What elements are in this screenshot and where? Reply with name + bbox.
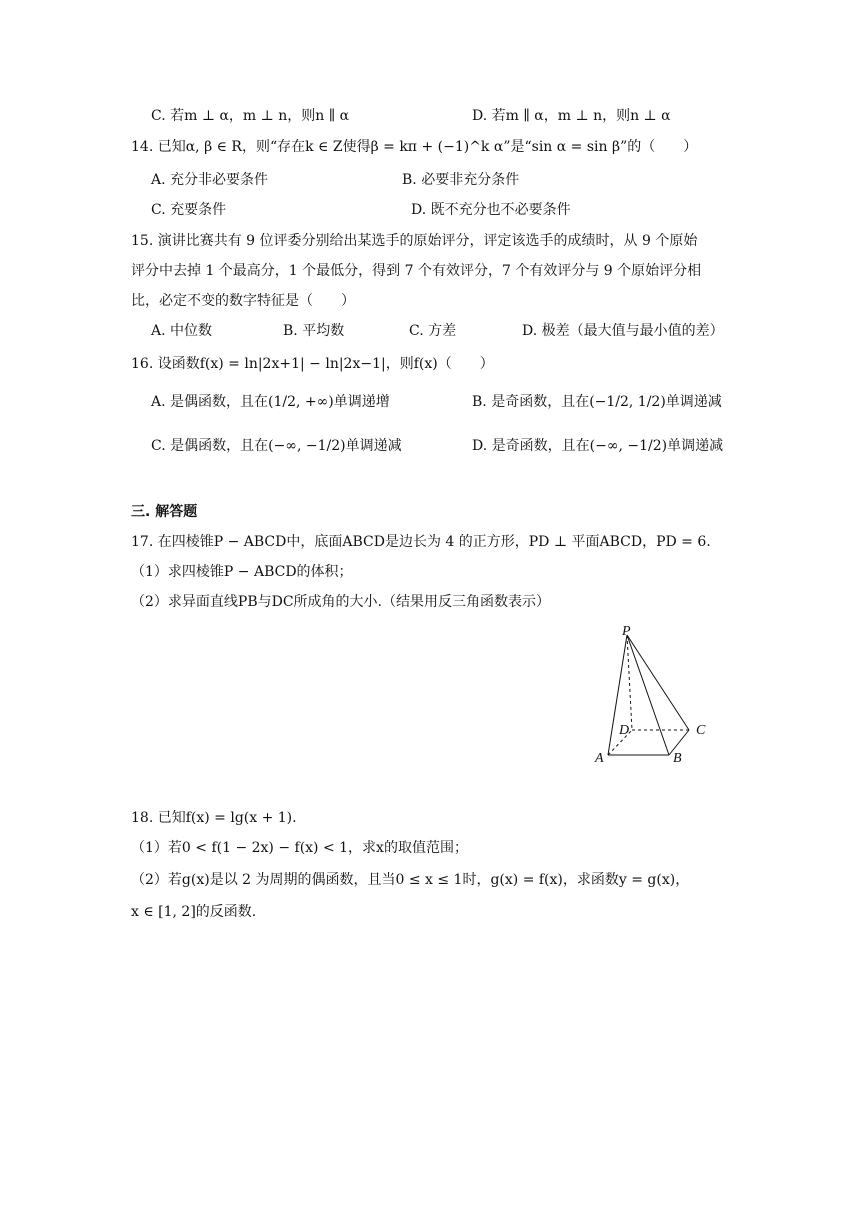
vertex-label-d: D bbox=[619, 723, 630, 738]
vertex-label-a: A bbox=[595, 751, 604, 766]
vertex-label-p: P bbox=[622, 624, 631, 639]
edge-pb bbox=[627, 635, 669, 755]
q17-part-1: （1）求四棱锥P − ABCD的体积； bbox=[131, 564, 353, 580]
q16-stem: 16. 设函数f(x) = ln|2x+1| − ln|2x−1|，则f(x)（ ） bbox=[131, 356, 494, 372]
q15-option-b: B. 平均数 bbox=[283, 323, 345, 339]
q15-option-c: C. 方差 bbox=[409, 323, 457, 339]
edge-pc bbox=[627, 635, 689, 730]
q14-stem: 14. 已知α, β ∈ R，则“存在k ∈ Z使得β = kπ + (−1)^k α”是“sin α = sin β”的（ ） bbox=[131, 139, 698, 155]
q14-option-a: A. 充分非必要条件 bbox=[151, 172, 269, 188]
q13-option-d: D. 若m ∥ α，m ⊥ n，则n ⊥ α bbox=[472, 108, 671, 124]
q13-option-c: C. 若m ⊥ α，m ⊥ n，则n ∥ α bbox=[151, 108, 350, 124]
q18-part-2-line-2: x ∈ [1, 2]的反函数. bbox=[131, 904, 257, 920]
q16-option-a: A. 是偶函数，且在(1/2, +∞)单调递增 bbox=[151, 394, 390, 410]
q18-part-1: （1）若0 < f(1 − 2x) − f(x) < 1，求x的取值范围； bbox=[131, 840, 468, 856]
q15-option-a: A. 中位数 bbox=[151, 323, 213, 339]
q16-option-b: B. 是奇函数，且在(−1/2, 1/2)单调递减 bbox=[472, 394, 722, 410]
q15-stem-line-1: 15. 演讲比赛共有 9 位评委分别给出某选手的原始评分，评定该选手的成绩时，从 9 个原始 bbox=[131, 233, 698, 249]
q17-part-2: （2）求异面直线PB与DC所成角的大小.（结果用反三角函数表示） bbox=[131, 594, 551, 610]
q17-stem: 17. 在四棱锥P − ABCD中，底面ABCD是边长为 4 的正方形，PD ⊥ 平面ABCD，PD = 6. bbox=[131, 534, 711, 550]
q16-option-c: C. 是偶函数，且在(−∞, −1/2)单调递减 bbox=[151, 438, 402, 454]
q15-stem-line-3: 比，必定不变的数字特征是（ ） bbox=[131, 293, 355, 309]
q14-option-b: B. 必要非充分条件 bbox=[402, 172, 520, 188]
q14-option-d: D. 既不充分也不必要条件 bbox=[411, 202, 571, 218]
q18-part-2-line-1: （2）若g(x)是以 2 为周期的偶函数，且当0 ≤ x ≤ 1时，g(x) = f(x)，求函数y = g(x)， bbox=[131, 872, 690, 888]
vertex-label-c: C bbox=[696, 723, 706, 738]
q15-stem-line-2: 评分中去掉 1 个最高分，1 个最低分，得到 7 个有效评分，7 个有效评分与 9 个原始评分相 bbox=[131, 263, 702, 279]
q16-option-d: D. 是奇函数，且在(−∞, −1/2)单调递减 bbox=[472, 438, 724, 454]
pyramid-figure bbox=[585, 620, 720, 768]
section-title: 三. 解答题 bbox=[131, 504, 198, 520]
vertex-label-b: B bbox=[673, 751, 682, 766]
q18-stem: 18. 已知f(x) = lg(x + 1). bbox=[131, 810, 297, 826]
q15-option-d: D. 极差（最大值与最小值的差） bbox=[522, 323, 724, 339]
edge-pd bbox=[627, 635, 632, 730]
q14-option-c: C. 充要条件 bbox=[151, 202, 227, 218]
